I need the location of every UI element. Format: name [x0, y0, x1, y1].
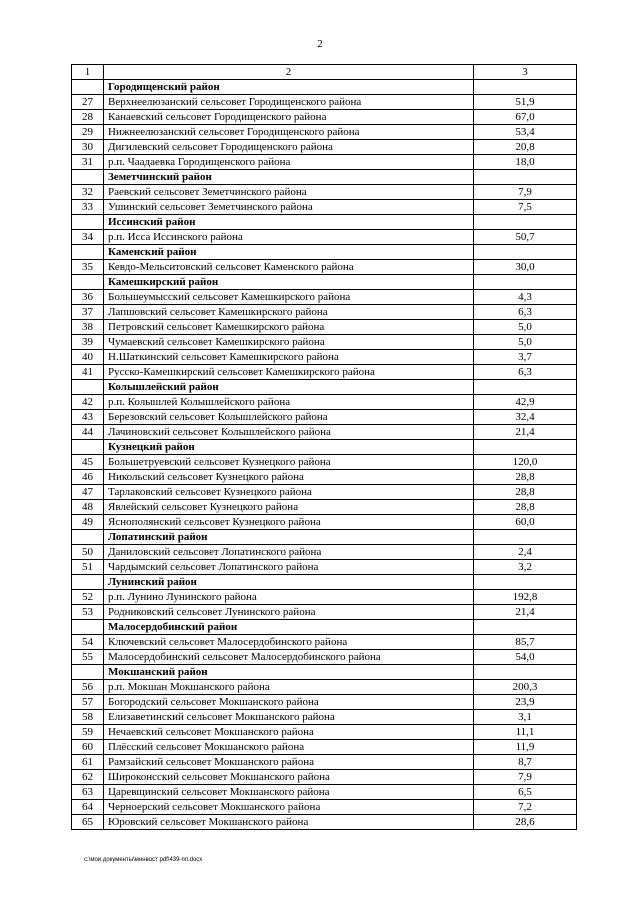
table-row	[72, 305, 577, 320]
table-row	[72, 710, 577, 725]
value-cell: 51,9	[474, 95, 577, 110]
value-cell: 7,2	[474, 800, 577, 815]
value-cell: 11,9	[474, 740, 577, 755]
table-row	[72, 800, 577, 815]
value-cell	[474, 665, 577, 680]
value-cell: 7,9	[474, 770, 577, 785]
table-row	[72, 470, 577, 485]
row-number-cell: 58	[72, 710, 104, 725]
row-number-cell: 28	[72, 110, 104, 125]
row-number-cell: 59	[72, 725, 104, 740]
settlement-name-cell: Черноерский сельсовет Мокшанского района	[104, 800, 474, 815]
value-cell: 2,4	[474, 545, 577, 560]
table-row	[72, 260, 577, 275]
value-cell: 28,8	[474, 500, 577, 515]
table-row	[72, 320, 577, 335]
table-row	[72, 395, 577, 410]
settlement-name-cell: Лапшовский сельсовет Камешкирского района	[104, 305, 474, 320]
row-number-cell: 60	[72, 740, 104, 755]
allocation-table	[71, 64, 577, 830]
district-header-row	[72, 80, 577, 95]
header-col-1: 1	[72, 65, 104, 80]
district-header-row	[72, 275, 577, 290]
settlement-name-cell: Широконсский сельсовет Мокшанского района	[104, 770, 474, 785]
district-name: Лунинский район	[104, 575, 474, 590]
district-header-row	[72, 245, 577, 260]
row-number-cell: 44	[72, 425, 104, 440]
value-cell: 7,9	[474, 185, 577, 200]
value-cell: 42,9	[474, 395, 577, 410]
table-row	[72, 365, 577, 380]
table-row	[72, 425, 577, 440]
row-number-cell: 36	[72, 290, 104, 305]
settlement-name-cell: Даниловский сельсовет Лопатинского района	[104, 545, 474, 560]
table-row	[72, 590, 577, 605]
row-number-cell: 50	[72, 545, 104, 560]
table-row	[72, 635, 577, 650]
row-number-cell	[72, 665, 104, 680]
value-cell: 4,3	[474, 290, 577, 305]
row-number-cell: 35	[72, 260, 104, 275]
settlement-name-cell: р.п. Лунино Лунинского района	[104, 590, 474, 605]
settlement-name-cell: р.п. Чаадаевка Городищенского района	[104, 155, 474, 170]
district-name: Колышлейский район	[104, 380, 474, 395]
header-col-3: 3	[474, 65, 577, 80]
row-number-cell: 55	[72, 650, 104, 665]
row-number-cell: 47	[72, 485, 104, 500]
district-header-row	[72, 440, 577, 455]
district-header-row	[72, 170, 577, 185]
row-number-cell: 48	[72, 500, 104, 515]
district-name: Кузнецкий район	[104, 440, 474, 455]
row-number-cell: 34	[72, 230, 104, 245]
settlement-name-cell: Явлейский сельсовет Кузнецкого района	[104, 500, 474, 515]
value-cell	[474, 245, 577, 260]
settlement-name-cell: Канаевский сельсовет Городищенского района	[104, 110, 474, 125]
table-row	[72, 185, 577, 200]
settlement-name-cell: Яснополянский сельсовет Кузнецкого района	[104, 515, 474, 530]
settlement-name-cell: Рамзайский сельсовет Мокшанского района	[104, 755, 474, 770]
district-header-row	[72, 575, 577, 590]
table-row	[72, 200, 577, 215]
settlement-name-cell: Чумаевский сельсовет Камешкирского района	[104, 335, 474, 350]
district-header-row	[72, 215, 577, 230]
settlement-name-cell: Плёсский сельсовет Мокшанского района	[104, 740, 474, 755]
value-cell: 85,7	[474, 635, 577, 650]
settlement-name-cell: Лачиновский сельсовет Колышлейского района	[104, 425, 474, 440]
table-row	[72, 815, 577, 830]
table-row	[72, 740, 577, 755]
district-name: Малосердобинский район	[104, 620, 474, 635]
table-row	[72, 155, 577, 170]
settlement-name-cell: Юровский сельсовет Мокшанского района	[104, 815, 474, 830]
settlement-name-cell: Малосердобинский сельсовет Малосердобинского района	[104, 650, 474, 665]
row-number-cell	[72, 245, 104, 260]
value-cell: 28,8	[474, 470, 577, 485]
value-cell	[474, 530, 577, 545]
settlement-name-cell: Богородский сельсовет Мокшанского района	[104, 695, 474, 710]
table-row	[72, 725, 577, 740]
settlement-name-cell: Верхнеелюзанский сельсовет Городищенского района	[104, 95, 474, 110]
row-number-cell: 45	[72, 455, 104, 470]
settlement-name-cell: Царевщинский сельсовет Мокшанского района	[104, 785, 474, 800]
value-cell	[474, 620, 577, 635]
row-number-cell: 53	[72, 605, 104, 620]
settlement-name-cell: Березовский сельсовет Колышлейского района	[104, 410, 474, 425]
row-number-cell: 41	[72, 365, 104, 380]
row-number-cell	[72, 215, 104, 230]
value-cell: 54,0	[474, 650, 577, 665]
footer-file-path: c:\мои документы\минвост pdf\439-пп.docx	[84, 857, 203, 863]
district-name: Каменский район	[104, 245, 474, 260]
table-row	[72, 560, 577, 575]
value-cell: 120,0	[474, 455, 577, 470]
value-cell: 67,0	[474, 110, 577, 125]
table-row	[72, 410, 577, 425]
value-cell	[474, 215, 577, 230]
row-number-cell	[72, 530, 104, 545]
table-row	[72, 95, 577, 110]
value-cell: 28,8	[474, 485, 577, 500]
row-number-cell: 30	[72, 140, 104, 155]
row-number-cell: 51	[72, 560, 104, 575]
settlement-name-cell: Ушинский сельсовет Земетчинского района	[104, 200, 474, 215]
settlement-name-cell: Петровский сельсовет Камешкирского района	[104, 320, 474, 335]
row-number-cell: 31	[72, 155, 104, 170]
row-number-cell: 63	[72, 785, 104, 800]
row-number-cell: 56	[72, 680, 104, 695]
value-cell: 7,5	[474, 200, 577, 215]
table-row	[72, 350, 577, 365]
table-row	[72, 125, 577, 140]
row-number-cell: 27	[72, 95, 104, 110]
settlement-name-cell: Раевский сельсовет Земетчинского района	[104, 185, 474, 200]
district-name: Камешкирский район	[104, 275, 474, 290]
district-name: Иссинский район	[104, 215, 474, 230]
row-number-cell: 40	[72, 350, 104, 365]
district-header-row	[72, 380, 577, 395]
value-cell: 21,4	[474, 605, 577, 620]
value-cell: 5,0	[474, 320, 577, 335]
row-number-cell	[72, 275, 104, 290]
value-cell: 3,1	[474, 710, 577, 725]
district-header-row	[72, 620, 577, 635]
table-row	[72, 455, 577, 470]
row-number-cell	[72, 80, 104, 95]
row-number-cell	[72, 170, 104, 185]
page-number: 2	[317, 38, 323, 50]
value-cell: 3,2	[474, 560, 577, 575]
row-number-cell: 42	[72, 395, 104, 410]
value-cell: 11,1	[474, 725, 577, 740]
settlement-name-cell: Родниковский сельсовет Лунинского района	[104, 605, 474, 620]
settlement-name-cell: Кевдо-Мельситовский сельсовет Каменского района	[104, 260, 474, 275]
table-body	[72, 80, 577, 830]
settlement-name-cell: Дигилевский сельсовет Городищенского района	[104, 140, 474, 155]
settlement-name-cell: р.п. Колышлей Колышлейского района	[104, 395, 474, 410]
row-number-cell	[72, 440, 104, 455]
row-number-cell: 33	[72, 200, 104, 215]
table-row	[72, 695, 577, 710]
row-number-cell: 38	[72, 320, 104, 335]
table-row	[72, 785, 577, 800]
row-number-cell: 61	[72, 755, 104, 770]
value-cell: 50,7	[474, 230, 577, 245]
value-cell: 28,6	[474, 815, 577, 830]
table-row	[72, 755, 577, 770]
value-cell: 20,8	[474, 140, 577, 155]
row-number-cell	[72, 380, 104, 395]
value-cell: 5,0	[474, 335, 577, 350]
row-number-cell: 29	[72, 125, 104, 140]
value-cell: 3,7	[474, 350, 577, 365]
value-cell	[474, 275, 577, 290]
value-cell	[474, 170, 577, 185]
value-cell	[474, 380, 577, 395]
settlement-name-cell: р.п. Мокшан Мокшанского района	[104, 680, 474, 695]
value-cell: 192,8	[474, 590, 577, 605]
table-row	[72, 290, 577, 305]
settlement-name-cell: р.п. Исса Иссинского района	[104, 230, 474, 245]
table-row	[72, 500, 577, 515]
row-number-cell: 65	[72, 815, 104, 830]
value-cell: 6,3	[474, 305, 577, 320]
table-row	[72, 110, 577, 125]
settlement-name-cell: Большетруевский сельсовет Кузнецкого района	[104, 455, 474, 470]
settlement-name-cell: Нечаевский сельсовет Мокшанского района	[104, 725, 474, 740]
row-number-cell	[72, 575, 104, 590]
table-header-row	[72, 65, 577, 80]
table-row	[72, 545, 577, 560]
header-col-2: 2	[104, 65, 474, 80]
row-number-cell: 49	[72, 515, 104, 530]
settlement-name-cell: Ключевский сельсовет Малосердобинского района	[104, 635, 474, 650]
settlement-name-cell: Тарлаковский сельсовет Кузнецкого района	[104, 485, 474, 500]
row-number-cell: 43	[72, 410, 104, 425]
row-number-cell: 46	[72, 470, 104, 485]
district-name: Городищенский район	[104, 80, 474, 95]
row-number-cell: 62	[72, 770, 104, 785]
settlement-name-cell: Никольский сельсовет Кузнецкого района	[104, 470, 474, 485]
settlement-name-cell: Чардымский сельсовет Лопатинского района	[104, 560, 474, 575]
value-cell: 6,5	[474, 785, 577, 800]
district-name: Земетчинский район	[104, 170, 474, 185]
row-number-cell: 37	[72, 305, 104, 320]
row-number-cell: 64	[72, 800, 104, 815]
value-cell: 60,0	[474, 515, 577, 530]
table-row	[72, 515, 577, 530]
value-cell: 32,4	[474, 410, 577, 425]
settlement-name-cell: Н.Шаткинский сельсовет Камешкирского района	[104, 350, 474, 365]
value-cell: 6,3	[474, 365, 577, 380]
settlement-name-cell: Большеумысский сельсовет Камешкирского района	[104, 290, 474, 305]
settlement-name-cell: Русско-Камешкирский сельсовет Камешкирского района	[104, 365, 474, 380]
row-number-cell	[72, 620, 104, 635]
value-cell: 53,4	[474, 125, 577, 140]
table-row	[72, 605, 577, 620]
value-cell: 30,0	[474, 260, 577, 275]
district-name: Мокшанский район	[104, 665, 474, 680]
value-cell: 21,4	[474, 425, 577, 440]
table-row	[72, 485, 577, 500]
table-row	[72, 230, 577, 245]
table-row	[72, 650, 577, 665]
row-number-cell: 39	[72, 335, 104, 350]
value-cell: 8,7	[474, 755, 577, 770]
row-number-cell: 32	[72, 185, 104, 200]
row-number-cell: 54	[72, 635, 104, 650]
row-number-cell: 57	[72, 695, 104, 710]
district-name: Лопатинский район	[104, 530, 474, 545]
district-header-row	[72, 530, 577, 545]
value-cell	[474, 80, 577, 95]
table-row	[72, 770, 577, 785]
row-number-cell: 52	[72, 590, 104, 605]
settlement-name-cell: Елизаветинский сельсовет Мокшанского района	[104, 710, 474, 725]
table-row	[72, 335, 577, 350]
value-cell: 200,3	[474, 680, 577, 695]
table-row	[72, 140, 577, 155]
table-row	[72, 680, 577, 695]
settlement-name-cell: Нижнеелюзанский сельсовет Городищенского района	[104, 125, 474, 140]
district-header-row	[72, 665, 577, 680]
value-cell: 23,9	[474, 695, 577, 710]
value-cell	[474, 575, 577, 590]
value-cell: 18,0	[474, 155, 577, 170]
value-cell	[474, 440, 577, 455]
